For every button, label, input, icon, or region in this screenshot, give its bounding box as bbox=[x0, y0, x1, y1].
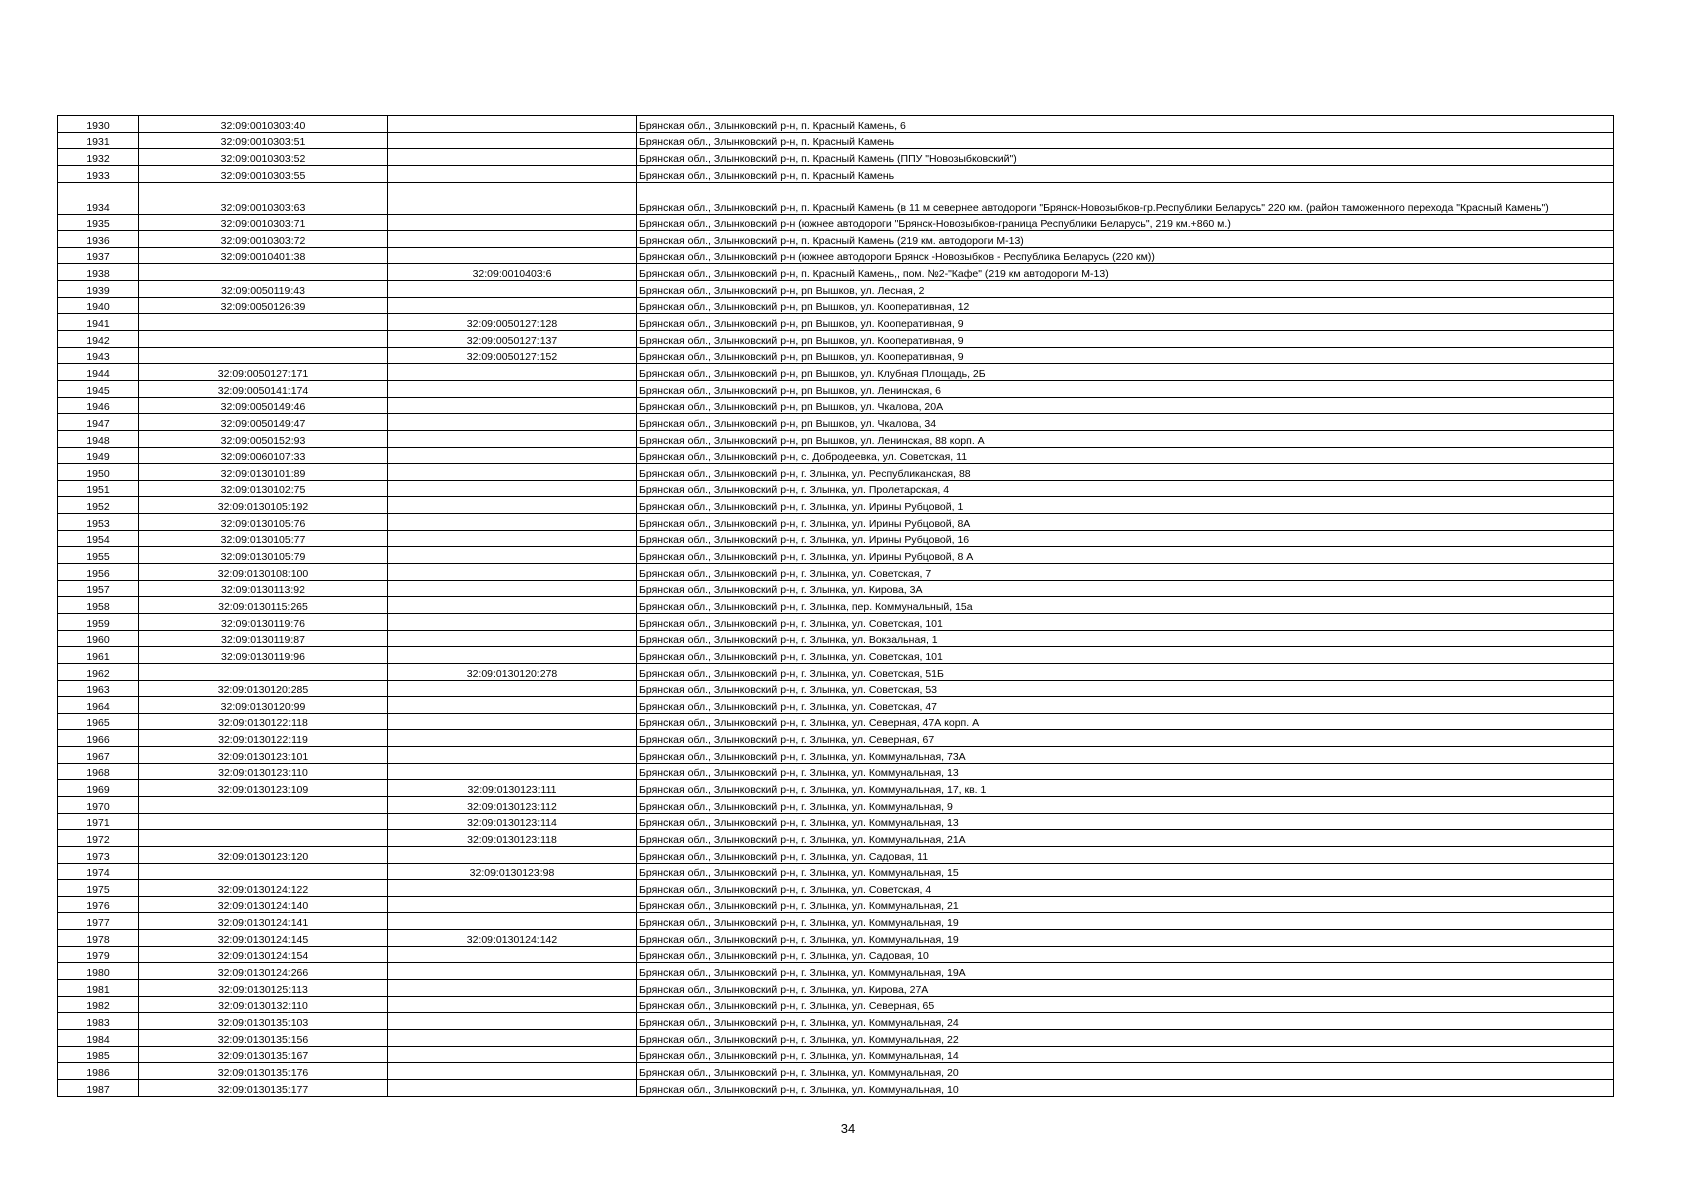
table-row bbox=[58, 1046, 1614, 1063]
linked-cadastral-number-cell bbox=[388, 913, 637, 930]
row-number-cell: 1949 bbox=[58, 447, 139, 464]
cadastral-number-cell: 32:09:0050149:47 bbox=[139, 414, 388, 431]
linked-cadastral-number-cell bbox=[388, 713, 637, 730]
table-row bbox=[58, 281, 1614, 298]
row-number-cell: 1951 bbox=[58, 480, 139, 497]
cadastral-number-cell: 32:09:0130119:96 bbox=[139, 647, 388, 664]
address-cell: Брянская обл., Злынковский р-н, г. Злынка, ул. Ирины Рубцовой, 16 bbox=[637, 530, 1614, 547]
table-row bbox=[58, 880, 1614, 897]
row-number-cell: 1943 bbox=[58, 347, 139, 364]
linked-cadastral-number-cell bbox=[388, 464, 637, 481]
cadastral-number-cell: 32:09:0050149:46 bbox=[139, 397, 388, 414]
linked-cadastral-number-cell bbox=[388, 963, 637, 980]
address-cell: Брянская обл., Злынковский р-н, рп Вышков, ул. Клубная Площадь, 2Б bbox=[637, 364, 1614, 381]
table-row bbox=[58, 165, 1614, 182]
cadastral-number-cell bbox=[139, 796, 388, 813]
row-number-cell: 1962 bbox=[58, 663, 139, 680]
linked-cadastral-number-cell bbox=[388, 680, 637, 697]
row-number-cell: 1971 bbox=[58, 813, 139, 830]
table-row bbox=[58, 680, 1614, 697]
cadastral-number-cell bbox=[139, 830, 388, 847]
cadastral-number-cell: 32:09:0130135:156 bbox=[139, 1029, 388, 1046]
linked-cadastral-number-cell bbox=[388, 896, 637, 913]
cadastral-number-cell: 32:09:0050141:174 bbox=[139, 380, 388, 397]
row-number-cell: 1955 bbox=[58, 547, 139, 564]
table-row bbox=[58, 963, 1614, 980]
row-number-cell: 1959 bbox=[58, 613, 139, 630]
cadastral-number-cell: 32:09:0130105:192 bbox=[139, 497, 388, 514]
cadastral-number-cell: 32:09:0130124:140 bbox=[139, 896, 388, 913]
table-row bbox=[58, 996, 1614, 1013]
cadastral-number-cell bbox=[139, 347, 388, 364]
table-row bbox=[58, 247, 1614, 264]
table-row bbox=[58, 913, 1614, 930]
row-number-cell: 1934 bbox=[58, 182, 139, 214]
cadastral-number-cell: 32:09:0130124:122 bbox=[139, 880, 388, 897]
linked-cadastral-number-cell: 32:09:0130123:114 bbox=[388, 813, 637, 830]
cadastral-number-cell: 32:09:0050152:93 bbox=[139, 430, 388, 447]
address-cell: Брянская обл., Злынковский р-н, с. Добродеевка, ул. Советская, 11 bbox=[637, 447, 1614, 464]
table-row bbox=[58, 830, 1614, 847]
table-row bbox=[58, 231, 1614, 248]
cadastral-number-cell bbox=[139, 331, 388, 348]
table-row bbox=[58, 663, 1614, 680]
cadastral-number-cell: 32:09:0130119:87 bbox=[139, 630, 388, 647]
table-row bbox=[58, 397, 1614, 414]
row-number-cell: 1938 bbox=[58, 264, 139, 281]
row-number-cell: 1977 bbox=[58, 913, 139, 930]
linked-cadastral-number-cell bbox=[388, 514, 637, 531]
table-row bbox=[58, 647, 1614, 664]
address-cell: Брянская обл., Злынковский р-н, г. Злынка, ул. Северная, 65 bbox=[637, 996, 1614, 1013]
linked-cadastral-number-cell bbox=[388, 547, 637, 564]
linked-cadastral-number-cell bbox=[388, 647, 637, 664]
table-row bbox=[58, 497, 1614, 514]
address-cell: Брянская обл., Злынковский р-н, г. Злынка, ул. Вокзальная, 1 bbox=[637, 630, 1614, 647]
row-number-cell: 1933 bbox=[58, 165, 139, 182]
cadastral-number-cell bbox=[139, 264, 388, 281]
address-cell: Брянская обл., Злынковский р-н, п. Красный Камень bbox=[637, 165, 1614, 182]
linked-cadastral-number-cell: 32:09:0050127:137 bbox=[388, 331, 637, 348]
table-row bbox=[58, 580, 1614, 597]
row-number-cell: 1980 bbox=[58, 963, 139, 980]
table-row bbox=[58, 796, 1614, 813]
address-cell: Брянская обл., Злынковский р-н, г. Злынка, ул. Северная, 67 bbox=[637, 730, 1614, 747]
cadastral-number-cell: 32:09:0010303:55 bbox=[139, 165, 388, 182]
row-number-cell: 1935 bbox=[58, 214, 139, 231]
table-row bbox=[58, 297, 1614, 314]
address-cell: Брянская обл., Злынковский р-н, г. Злынка, ул. Коммунальная, 22 bbox=[637, 1029, 1614, 1046]
table-row bbox=[58, 132, 1614, 149]
cadastral-number-cell: 32:09:0130108:100 bbox=[139, 564, 388, 581]
linked-cadastral-number-cell bbox=[388, 380, 637, 397]
linked-cadastral-number-cell bbox=[388, 364, 637, 381]
table-row bbox=[58, 896, 1614, 913]
address-cell: Брянская обл., Злынковский р-н, г. Злынка, ул. Ирины Рубцовой, 8А bbox=[637, 514, 1614, 531]
address-cell: Брянская обл., Злынковский р-н, г. Злынка, ул. Коммунальная, 21 bbox=[637, 896, 1614, 913]
linked-cadastral-number-cell: 32:09:0130120:278 bbox=[388, 663, 637, 680]
linked-cadastral-number-cell bbox=[388, 880, 637, 897]
linked-cadastral-number-cell bbox=[388, 414, 637, 431]
table-row bbox=[58, 116, 1614, 133]
address-cell: Брянская обл., Злынковский р-н, рп Вышков, ул. Чкалова, 34 bbox=[637, 414, 1614, 431]
row-number-cell: 1940 bbox=[58, 297, 139, 314]
cadastral-number-cell: 32:09:0130119:76 bbox=[139, 613, 388, 630]
linked-cadastral-number-cell bbox=[388, 630, 637, 647]
table-row bbox=[58, 1029, 1614, 1046]
table-row bbox=[58, 980, 1614, 997]
address-cell: Брянская обл., Злынковский р-н, г. Злынка, ул. Северная, 47А корп. А bbox=[637, 713, 1614, 730]
address-cell: Брянская обл., Злынковский р-н (южнее автодороги Брянск -Новозыбков - Республика Беларусь (220 км)) bbox=[637, 247, 1614, 264]
cadastral-number-cell: 32:09:0050126:39 bbox=[139, 297, 388, 314]
row-number-cell: 1937 bbox=[58, 247, 139, 264]
address-cell: Брянская обл., Злынковский р-н, п. Красный Камень (219 км. автодороги М-13) bbox=[637, 231, 1614, 248]
table-row bbox=[58, 1079, 1614, 1096]
address-cell: Брянская обл., Злынковский р-н, г. Злынка, ул. Коммунальная, 24 bbox=[637, 1013, 1614, 1030]
table-row bbox=[58, 347, 1614, 364]
cadastral-number-cell bbox=[139, 314, 388, 331]
cadastral-number-cell: 32:09:0130124:266 bbox=[139, 963, 388, 980]
row-number-cell: 1984 bbox=[58, 1029, 139, 1046]
linked-cadastral-number-cell bbox=[388, 1013, 637, 1030]
cadastral-number-cell: 32:09:0130105:76 bbox=[139, 514, 388, 531]
row-number-cell: 1931 bbox=[58, 132, 139, 149]
cadastral-number-cell: 32:09:0130124:141 bbox=[139, 913, 388, 930]
row-number-cell: 1965 bbox=[58, 713, 139, 730]
linked-cadastral-number-cell bbox=[388, 480, 637, 497]
cadastral-number-cell: 32:09:0010303:51 bbox=[139, 132, 388, 149]
row-number-cell: 1950 bbox=[58, 464, 139, 481]
cadastral-number-cell: 32:09:0010401:38 bbox=[139, 247, 388, 264]
linked-cadastral-number-cell bbox=[388, 1029, 637, 1046]
linked-cadastral-number-cell bbox=[388, 1079, 637, 1096]
row-number-cell: 1961 bbox=[58, 647, 139, 664]
cadastral-number-cell: 32:09:0010303:72 bbox=[139, 231, 388, 248]
cadastral-number-cell: 32:09:0050119:43 bbox=[139, 281, 388, 298]
linked-cadastral-number-cell bbox=[388, 730, 637, 747]
table-row bbox=[58, 414, 1614, 431]
row-number-cell: 1967 bbox=[58, 747, 139, 764]
cadastral-number-cell: 32:09:0050127:171 bbox=[139, 364, 388, 381]
row-number-cell: 1960 bbox=[58, 630, 139, 647]
cadastral-number-cell: 32:09:0130124:154 bbox=[139, 946, 388, 963]
linked-cadastral-number-cell: 32:09:0130123:98 bbox=[388, 863, 637, 880]
row-number-cell: 1981 bbox=[58, 980, 139, 997]
row-number-cell: 1964 bbox=[58, 697, 139, 714]
row-number-cell: 1947 bbox=[58, 414, 139, 431]
linked-cadastral-number-cell bbox=[388, 397, 637, 414]
cadastral-number-cell: 32:09:0010303:52 bbox=[139, 149, 388, 166]
linked-cadastral-number-cell bbox=[388, 697, 637, 714]
address-cell: Брянская обл., Злынковский р-н, рп Вышков, ул. Ленинская, 88 корп. А bbox=[637, 430, 1614, 447]
address-cell: Брянская обл., Злынковский р-н, г. Злынка, ул. Ирины Рубцовой, 8 А bbox=[637, 547, 1614, 564]
cadastral-number-cell: 32:09:0130132:110 bbox=[139, 996, 388, 1013]
linked-cadastral-number-cell bbox=[388, 613, 637, 630]
linked-cadastral-number-cell bbox=[388, 530, 637, 547]
table-row bbox=[58, 713, 1614, 730]
linked-cadastral-number-cell: 32:09:0130123:111 bbox=[388, 780, 637, 797]
linked-cadastral-number-cell bbox=[388, 980, 637, 997]
address-cell: Брянская обл., Злынковский р-н, рп Вышков, ул. Кооперативная, 12 bbox=[637, 297, 1614, 314]
row-number-cell: 1972 bbox=[58, 830, 139, 847]
address-cell: Брянская обл., Злынковский р-н, г. Злынка, ул. Коммунальная, 9 bbox=[637, 796, 1614, 813]
address-cell: Брянская обл., Злынковский р-н, г. Злынка, ул. Ирины Рубцовой, 1 bbox=[637, 497, 1614, 514]
table-row bbox=[58, 846, 1614, 863]
cadastral-number-cell: 32:09:0130120:285 bbox=[139, 680, 388, 697]
row-number-cell: 1952 bbox=[58, 497, 139, 514]
cadastral-number-cell bbox=[139, 813, 388, 830]
row-number-cell: 1953 bbox=[58, 514, 139, 531]
cadastral-number-cell: 32:09:0130123:120 bbox=[139, 846, 388, 863]
linked-cadastral-number-cell bbox=[388, 182, 637, 214]
table-row bbox=[58, 264, 1614, 281]
cadastral-number-cell: 32:09:0130135:167 bbox=[139, 1046, 388, 1063]
table-row bbox=[58, 946, 1614, 963]
address-cell: Брянская обл., Злынковский р-н, г. Злынка, ул. Коммунальная, 10 bbox=[637, 1079, 1614, 1096]
cadastral-number-cell: 32:09:0130120:99 bbox=[139, 697, 388, 714]
table-row bbox=[58, 182, 1614, 214]
cadastral-number-cell: 32:09:0130115:265 bbox=[139, 597, 388, 614]
table-row bbox=[58, 464, 1614, 481]
address-cell: Брянская обл., Злынковский р-н, г. Злынка, ул. Коммунальная, 13 bbox=[637, 763, 1614, 780]
row-number-cell: 1973 bbox=[58, 846, 139, 863]
cadastral-number-cell: 32:09:0130123:109 bbox=[139, 780, 388, 797]
row-number-cell: 1939 bbox=[58, 281, 139, 298]
table-row bbox=[58, 149, 1614, 166]
row-number-cell: 1987 bbox=[58, 1079, 139, 1096]
address-cell: Брянская обл., Злынковский р-н, г. Злынка, ул. Коммунальная, 13 bbox=[637, 813, 1614, 830]
linked-cadastral-number-cell bbox=[388, 281, 637, 298]
table-row bbox=[58, 214, 1614, 231]
address-cell: Брянская обл., Злынковский р-н, г. Злынка, ул. Кирова, 3А bbox=[637, 580, 1614, 597]
cadastral-number-cell: 32:09:0130113:92 bbox=[139, 580, 388, 597]
address-cell: Брянская обл., Злынковский р-н, г. Злынка, ул. Республиканская, 88 bbox=[637, 464, 1614, 481]
linked-cadastral-number-cell bbox=[388, 214, 637, 231]
cadastral-number-cell: 32:09:0130124:145 bbox=[139, 930, 388, 947]
table-row bbox=[58, 530, 1614, 547]
table-row bbox=[58, 763, 1614, 780]
row-number-cell: 1956 bbox=[58, 564, 139, 581]
cadastral-number-cell: 32:09:0010303:63 bbox=[139, 182, 388, 214]
address-cell: Брянская обл., Злынковский р-н, г. Злынка, ул. Советская, 101 bbox=[637, 647, 1614, 664]
table-row bbox=[58, 597, 1614, 614]
linked-cadastral-number-cell: 32:09:0050127:128 bbox=[388, 314, 637, 331]
linked-cadastral-number-cell bbox=[388, 996, 637, 1013]
address-cell: Брянская обл., Злынковский р-н, г. Злынка, ул. Коммунальная, 19А bbox=[637, 963, 1614, 980]
linked-cadastral-number-cell: 32:09:0050127:152 bbox=[388, 347, 637, 364]
address-cell: Брянская обл., Злынковский р-н, г. Злынка, ул. Садовая, 10 bbox=[637, 946, 1614, 963]
table-row bbox=[58, 813, 1614, 830]
linked-cadastral-number-cell bbox=[388, 580, 637, 597]
table-row bbox=[58, 863, 1614, 880]
address-cell: Брянская обл., Злынковский р-н, п. Красный Камень, 6 bbox=[637, 116, 1614, 133]
table-row bbox=[58, 564, 1614, 581]
table-row bbox=[58, 514, 1614, 531]
cadastral-number-cell bbox=[139, 663, 388, 680]
table-row bbox=[58, 547, 1614, 564]
row-number-cell: 1957 bbox=[58, 580, 139, 597]
row-number-cell: 1986 bbox=[58, 1063, 139, 1080]
cadastral-number-cell: 32:09:0130123:110 bbox=[139, 763, 388, 780]
table-row bbox=[58, 447, 1614, 464]
address-cell: Брянская обл., Злынковский р-н, г. Злынка, ул. Садовая, 11 bbox=[637, 846, 1614, 863]
cadastral-number-cell: 32:09:0130135:103 bbox=[139, 1013, 388, 1030]
cadastral-number-cell: 32:09:0130122:119 bbox=[139, 730, 388, 747]
table-row bbox=[58, 697, 1614, 714]
linked-cadastral-number-cell bbox=[388, 132, 637, 149]
row-number-cell: 1941 bbox=[58, 314, 139, 331]
linked-cadastral-number-cell bbox=[388, 447, 637, 464]
linked-cadastral-number-cell bbox=[388, 1063, 637, 1080]
row-number-cell: 1954 bbox=[58, 530, 139, 547]
address-cell: Брянская обл., Злынковский р-н, п. Красный Камень,, пом. №2-"Кафе" (219 км автодороги М-13) bbox=[637, 264, 1614, 281]
linked-cadastral-number-cell bbox=[388, 430, 637, 447]
linked-cadastral-number-cell bbox=[388, 846, 637, 863]
row-number-cell: 1983 bbox=[58, 1013, 139, 1030]
table-row bbox=[58, 780, 1614, 797]
table-row bbox=[58, 730, 1614, 747]
cadastral-number-cell bbox=[139, 863, 388, 880]
address-cell: Брянская обл., Злынковский р-н, рп Вышков, ул. Кооперативная, 9 bbox=[637, 314, 1614, 331]
linked-cadastral-number-cell: 32:09:0130124:142 bbox=[388, 930, 637, 947]
linked-cadastral-number-cell bbox=[388, 247, 637, 264]
linked-cadastral-number-cell bbox=[388, 497, 637, 514]
linked-cadastral-number-cell bbox=[388, 597, 637, 614]
row-number-cell: 1974 bbox=[58, 863, 139, 880]
cadastral-number-cell: 32:09:0130135:176 bbox=[139, 1063, 388, 1080]
address-cell: Брянская обл., Злынковский р-н, г. Злынка, ул. Коммунальная, 20 bbox=[637, 1063, 1614, 1080]
address-cell: Брянская обл., Злынковский р-н, г. Злынка, ул. Коммунальная, 21А bbox=[637, 830, 1614, 847]
address-cell: Брянская обл., Злынковский р-н, п. Красный Камень (ППУ "Новозыбковский") bbox=[637, 149, 1614, 166]
address-cell: Брянская обл., Злынковский р-н, рп Вышков, ул. Лесная, 2 bbox=[637, 281, 1614, 298]
table-row bbox=[58, 1013, 1614, 1030]
table-row bbox=[58, 380, 1614, 397]
cadastral-number-cell: 32:09:0130102:75 bbox=[139, 480, 388, 497]
address-cell: Брянская обл., Злынковский р-н, г. Злынка, ул. Коммунальная, 19 bbox=[637, 930, 1614, 947]
row-number-cell: 1932 bbox=[58, 149, 139, 166]
address-cell: Брянская обл., Злынковский р-н, г. Злынка, ул. Коммунальная, 14 bbox=[637, 1046, 1614, 1063]
cadastral-number-cell: 32:09:0130125:113 bbox=[139, 980, 388, 997]
linked-cadastral-number-cell bbox=[388, 297, 637, 314]
address-cell: Брянская обл., Злынковский р-н, г. Злынка, ул. Коммунальная, 17, кв. 1 bbox=[637, 780, 1614, 797]
linked-cadastral-number-cell bbox=[388, 763, 637, 780]
row-number-cell: 1936 bbox=[58, 231, 139, 248]
linked-cadastral-number-cell bbox=[388, 116, 637, 133]
address-cell: Брянская обл., Злынковский р-н, рп Вышков, ул. Кооперативная, 9 bbox=[637, 347, 1614, 364]
linked-cadastral-number-cell bbox=[388, 149, 637, 166]
address-cell: Брянская обл., Злынковский р-н, г. Злынка, ул. Пролетарская, 4 bbox=[637, 480, 1614, 497]
row-number-cell: 1975 bbox=[58, 880, 139, 897]
address-cell: Брянская обл., Злынковский р-н, г. Злынка, ул. Советская, 47 bbox=[637, 697, 1614, 714]
cadastral-number-cell: 32:09:0130122:118 bbox=[139, 713, 388, 730]
address-cell: Брянская обл., Злынковский р-н, г. Злынка, ул. Коммунальная, 73А bbox=[637, 747, 1614, 764]
table-row bbox=[58, 314, 1614, 331]
row-number-cell: 1966 bbox=[58, 730, 139, 747]
cadastral-number-cell: 32:09:0060107:33 bbox=[139, 447, 388, 464]
linked-cadastral-number-cell bbox=[388, 231, 637, 248]
row-number-cell: 1948 bbox=[58, 430, 139, 447]
property-register-table bbox=[57, 115, 1614, 1097]
row-number-cell: 1976 bbox=[58, 896, 139, 913]
address-cell: Брянская обл., Злынковский р-н, рп Вышков, ул. Ленинская, 6 bbox=[637, 380, 1614, 397]
row-number-cell: 1958 bbox=[58, 597, 139, 614]
table-row bbox=[58, 630, 1614, 647]
row-number-cell: 1946 bbox=[58, 397, 139, 414]
address-cell: Брянская обл., Злынковский р-н, г. Злынка, ул. Коммунальная, 19 bbox=[637, 913, 1614, 930]
table-row bbox=[58, 747, 1614, 764]
linked-cadastral-number-cell: 32:09:0130123:112 bbox=[388, 796, 637, 813]
address-cell: Брянская обл., Злынковский р-н, г. Злынка, ул. Коммунальная, 15 bbox=[637, 863, 1614, 880]
linked-cadastral-number-cell bbox=[388, 165, 637, 182]
cadastral-number-cell: 32:09:0130105:79 bbox=[139, 547, 388, 564]
table-row bbox=[58, 430, 1614, 447]
table-row bbox=[58, 331, 1614, 348]
cadastral-number-cell: 32:09:0010303:71 bbox=[139, 214, 388, 231]
table-row bbox=[58, 930, 1614, 947]
address-cell: Брянская обл., Злынковский р-н, г. Злынка, ул. Советская, 7 bbox=[637, 564, 1614, 581]
address-cell: Брянская обл., Злынковский р-н, г. Злынка, ул. Советская, 53 bbox=[637, 680, 1614, 697]
table-row bbox=[58, 1063, 1614, 1080]
address-cell: Брянская обл., Злынковский р-н (южнее автодороги "Брянск-Новозыбков-граница Республики Беларусь", 219 км.+860 м.) bbox=[637, 214, 1614, 231]
cadastral-number-cell: 32:09:0130101:89 bbox=[139, 464, 388, 481]
address-cell: Брянская обл., Злынковский р-н, рп Вышков, ул. Кооперативная, 9 bbox=[637, 331, 1614, 348]
row-number-cell: 1985 bbox=[58, 1046, 139, 1063]
table-row bbox=[58, 364, 1614, 381]
linked-cadastral-number-cell: 32:09:0130123:118 bbox=[388, 830, 637, 847]
row-number-cell: 1979 bbox=[58, 946, 139, 963]
row-number-cell: 1968 bbox=[58, 763, 139, 780]
row-number-cell: 1963 bbox=[58, 680, 139, 697]
row-number-cell: 1945 bbox=[58, 380, 139, 397]
row-number-cell: 1978 bbox=[58, 930, 139, 947]
linked-cadastral-number-cell bbox=[388, 1046, 637, 1063]
table-row bbox=[58, 613, 1614, 630]
address-cell: Брянская обл., Злынковский р-н, г. Злынка, пер. Коммунальный, 15а bbox=[637, 597, 1614, 614]
property-register-body bbox=[58, 116, 1614, 1097]
address-cell: Брянская обл., Злынковский р-н, п. Красный Камень (в 11 м севернее автодороги "Брянск-Новозыбков-гр.Республики Беларусь" 220 км. (район таможенного перехода "Красный Камень") bbox=[637, 182, 1614, 214]
row-number-cell: 1982 bbox=[58, 996, 139, 1013]
cadastral-number-cell: 32:09:0130123:101 bbox=[139, 747, 388, 764]
row-number-cell: 1970 bbox=[58, 796, 139, 813]
address-cell: Брянская обл., Злынковский р-н, п. Красный Камень bbox=[637, 132, 1614, 149]
cadastral-number-cell: 32:09:0130105:77 bbox=[139, 530, 388, 547]
cadastral-number-cell: 32:09:0130135:177 bbox=[139, 1079, 388, 1096]
row-number-cell: 1944 bbox=[58, 364, 139, 381]
address-cell: Брянская обл., Злынковский р-н, г. Злынка, ул. Кирова, 27А bbox=[637, 980, 1614, 997]
row-number-cell: 1942 bbox=[58, 331, 139, 348]
address-cell: Брянская обл., Злынковский р-н, г. Злынка, ул. Советская, 4 bbox=[637, 880, 1614, 897]
row-number-cell: 1930 bbox=[58, 116, 139, 133]
linked-cadastral-number-cell bbox=[388, 564, 637, 581]
linked-cadastral-number-cell: 32:09:0010403:6 bbox=[388, 264, 637, 281]
page-number: 34 bbox=[840, 1121, 856, 1136]
address-cell: Брянская обл., Злынковский р-н, г. Злынка, ул. Советская, 101 bbox=[637, 613, 1614, 630]
row-number-cell: 1969 bbox=[58, 780, 139, 797]
table-row bbox=[58, 480, 1614, 497]
linked-cadastral-number-cell bbox=[388, 747, 637, 764]
address-cell: Брянская обл., Злынковский р-н, г. Злынка, ул. Советская, 51Б bbox=[637, 663, 1614, 680]
address-cell: Брянская обл., Злынковский р-н, рп Вышков, ул. Чкалова, 20А bbox=[637, 397, 1614, 414]
cadastral-number-cell: 32:09:0010303:40 bbox=[139, 116, 388, 133]
linked-cadastral-number-cell bbox=[388, 946, 637, 963]
